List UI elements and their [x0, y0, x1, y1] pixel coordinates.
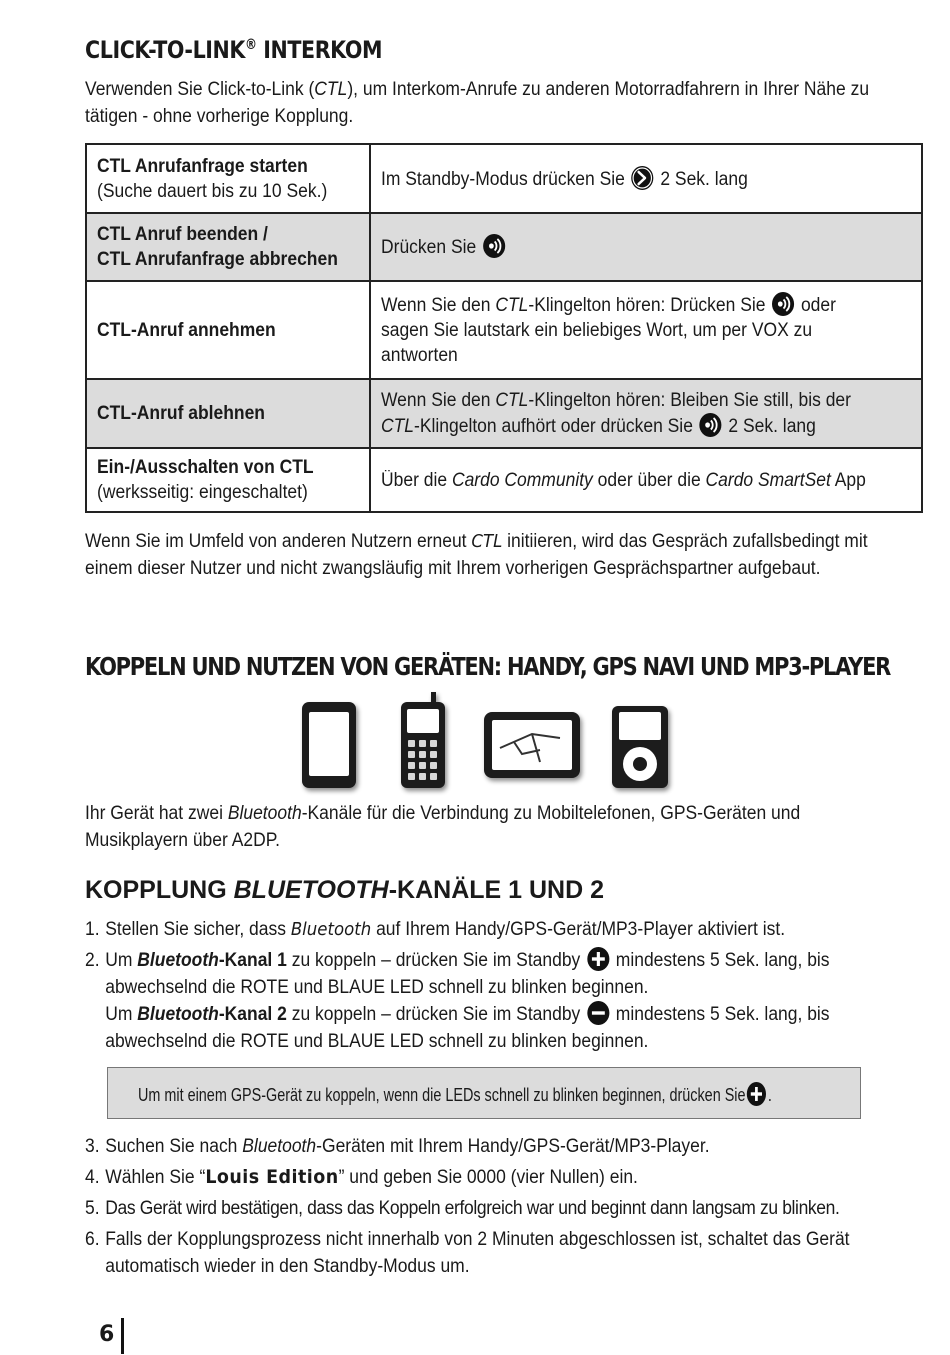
- intercom-button-icon: [483, 234, 505, 258]
- plus-button-icon: [587, 947, 609, 971]
- ctl-intro: Verwenden Sie Click-to-Link (CTL), um Interkom-Anrufe zu anderen Motorradfahrern in Ihrer Nähe zu tätigen - ohne vorherige Kopplung.: [85, 79, 870, 127]
- pairing-steps-a: [85, 916, 950, 1055]
- plus-button-icon: [747, 1082, 766, 1106]
- row-label: CTL-Anruf annehmen: [86, 281, 370, 379]
- pairing-steps-b: [85, 1133, 950, 1280]
- page-number: 6: [99, 1322, 115, 1347]
- gps-note-text: Um mit einem GPS-Gerät zu koppeln, wenn die LEDs schnell zu blinken beginnen, drücken Sie .: [138, 1082, 772, 1106]
- table-row: [86, 379, 922, 448]
- row-action: Wenn Sie den CTL-Klingelton hören: Bleiben Sie still, bis der CTL-Klingelton aufhört oder drücken Sie 2 Sek. lang: [370, 379, 922, 448]
- list-item: 2. Um Bluetooth-Kanal 1 zu koppeln – drücken Sie im Standby mindestens 5 Sek. lang, bis abwechselnd die ROTE und BLAUE LED schnell zu blinken beginnen. Um Bluetooth-Kanal 2 zu koppeln – drücken Sie im Standby mindestens 5 Sek. lang, bis abwechselnd die ROTE und BLAUE LED schnell zu blinken beginnen.: [85, 947, 895, 1055]
- intercom-button-icon: [699, 413, 721, 437]
- smartphone-icon: [302, 702, 356, 788]
- minus-button-icon: [587, 1001, 609, 1025]
- row-action: Im Standby-Modus drücken Sie 2 Sek. lang: [370, 144, 922, 213]
- row-label: CTL-Anruf ablehnen: [86, 379, 370, 448]
- list-item: 4. Wählen Sie “Louis Edition” und geben Sie 0000 (vier Nullen) ein.: [85, 1166, 638, 1188]
- ctl-button-icon: [631, 166, 653, 190]
- list-item: 3. Suchen Sie nach Bluetooth-Geräten mit Ihrem Handy/GPS-Gerät/MP3-Player.: [85, 1136, 710, 1157]
- ctl-heading: CLICK-TO-LINK® INTERKOM: [85, 36, 383, 64]
- row-label: CTL Anrufanfrage starten (Suche dauert bis zu 10 Sek.): [86, 144, 370, 213]
- row-label: CTL Anruf beenden / CTL Anrufanfrage abbrechen: [86, 213, 370, 281]
- mobile-phone-icon: [401, 692, 445, 788]
- intercom-button-icon: [772, 292, 794, 316]
- table-row: [86, 144, 922, 213]
- gps-note-box: [107, 1067, 861, 1119]
- list-item: 5. Das Gerät wird bestätigen, dass das Koppeln erfolgreich war und beginnt dann langsam zu blinken.: [85, 1198, 840, 1219]
- row-action: Wenn Sie den CTL-Klingelton hören: Drücken Sie oder sagen Sie lautstark ein beliebiges Wort, um per VOX zu antworten: [370, 281, 922, 379]
- gps-navigator-icon: [484, 712, 580, 778]
- table-row: [86, 281, 922, 379]
- mp3-player-icon: [612, 706, 668, 788]
- row-action: Über die Cardo Community oder über die Cardo SmartSet App: [370, 448, 922, 512]
- channels-heading: KOPPLUNG BLUETOOTH-KANÄLE 1 UND 2: [85, 876, 605, 904]
- list-item: 6. Falls der Kopplungsprozess nicht innerhalb von 2 Minuten abgeschlossen ist, schaltet das Gerät automatisch wieder in den Standby-Modus um.: [85, 1229, 850, 1277]
- pairing-intro: Ihr Gerät hat zwei Bluetooth-Kanäle für die Verbindung zu Mobiltelefonen, GPS-Geräten und Musikplayern über A2DP.: [85, 803, 801, 851]
- ctl-table: [85, 143, 923, 513]
- device-icons: [300, 690, 770, 800]
- table-row: [86, 213, 922, 281]
- row-label: Ein-/Ausschalten von CTL (werksseitig: eingeschaltet): [86, 448, 370, 512]
- list-item: 1. Stellen Sie sicher, dass Bluetooth auf Ihrem Handy/GPS-Gerät/MP3-Player aktiviert ist.: [85, 919, 786, 940]
- pairing-heading: KOPPELN UND NUTZEN VON GERÄTEN: HANDY, GPS NAVI UND MP3-PLAYER: [85, 652, 891, 681]
- footer-divider: [121, 1318, 124, 1354]
- row-action: Drücken Sie: [370, 213, 922, 281]
- ctl-after-note: Wenn Sie im Umfeld von anderen Nutzern erneut CTL initiieren, wird das Gespräch zufallsbedingt mit einem dieser Nutzer und nicht zwangsläufig mit Ihrem vorherigen Gesprächspartner aufgebaut.: [85, 531, 868, 579]
- table-row: [86, 448, 922, 512]
